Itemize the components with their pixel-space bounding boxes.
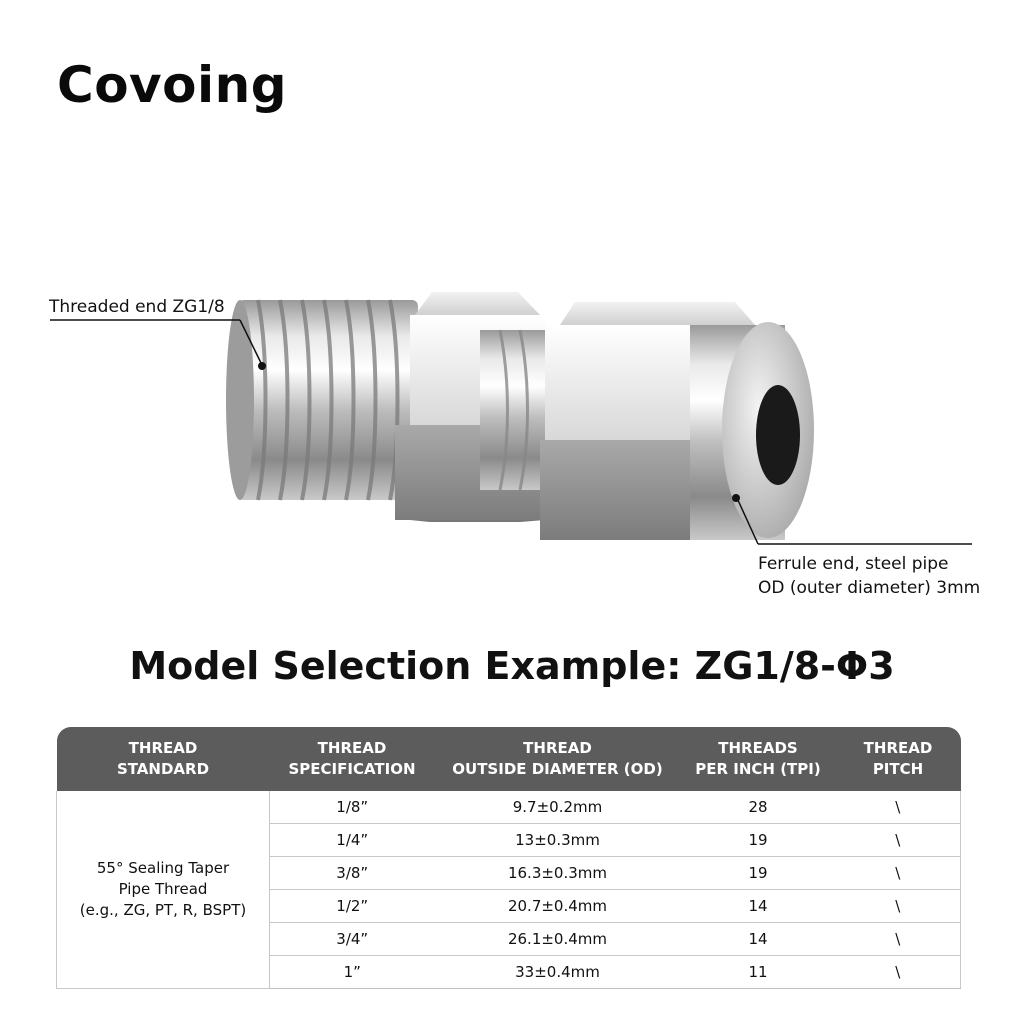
callout-ferrule-line1: Ferrule end, steel pipe — [758, 554, 949, 574]
cell-od: 9.7±0.2mm — [435, 791, 681, 824]
cell-spec: 1” — [270, 956, 435, 989]
cell-pitch: \ — [836, 824, 961, 857]
cell-pitch: \ — [836, 923, 961, 956]
header-thread-standard: THREAD STANDARD — [57, 727, 270, 791]
table-header-row — [57, 727, 961, 791]
cell-spec: 1/2” — [270, 890, 435, 923]
cell-pitch: \ — [836, 956, 961, 989]
callout-threaded-end-text: Threaded end ZG1/8 — [49, 297, 225, 317]
cell-tpi: 19 — [681, 857, 836, 890]
header-thread-specification: THREAD SPECIFICATION — [270, 727, 435, 791]
standard-line1: 55° Sealing Taper — [96, 859, 230, 877]
cell-tpi: 14 — [681, 923, 836, 956]
header-thread-od: THREAD OUTSIDE DIAMETER (OD) — [435, 727, 681, 791]
cell-od: 13±0.3mm — [435, 824, 681, 857]
cell-spec: 3/4” — [270, 923, 435, 956]
header-tpi: THREADS PER INCH (TPI) — [681, 727, 836, 791]
ferrule-end — [690, 322, 814, 540]
brand-logo: Covoing — [57, 56, 288, 114]
cell-tpi: 14 — [681, 890, 836, 923]
cell-od: 26.1±0.4mm — [435, 923, 681, 956]
thread-spec-table — [56, 727, 961, 989]
cell-od: 33±0.4mm — [435, 956, 681, 989]
table-row — [57, 791, 961, 824]
standard-line2: Pipe Thread — [118, 880, 208, 898]
header-thread-pitch: THREAD PITCH — [836, 727, 961, 791]
thread-standard-cell — [57, 791, 270, 989]
cell-pitch: \ — [836, 857, 961, 890]
cell-od: 20.7±0.4mm — [435, 890, 681, 923]
cell-pitch: \ — [836, 791, 961, 824]
cell-spec: 1/4” — [270, 824, 435, 857]
callout-ferrule-end — [758, 552, 980, 600]
cell-pitch: \ — [836, 890, 961, 923]
cell-spec: 3/8” — [270, 857, 435, 890]
cell-tpi: 19 — [681, 824, 836, 857]
callout-threaded-end — [49, 295, 225, 319]
cell-tpi: 11 — [681, 956, 836, 989]
callout-ferrule-line2: OD (outer diameter) 3mm — [758, 578, 981, 598]
cell-tpi: 28 — [681, 791, 836, 824]
cell-od: 16.3±0.3mm — [435, 857, 681, 890]
threaded-end — [226, 300, 418, 500]
cell-spec: 1/8” — [270, 791, 435, 824]
model-selection-heading: Model Selection Example: ZG1/8-Φ3 — [129, 644, 895, 688]
standard-line3: (e.g., ZG, PT, R, BSPT) — [79, 901, 247, 919]
